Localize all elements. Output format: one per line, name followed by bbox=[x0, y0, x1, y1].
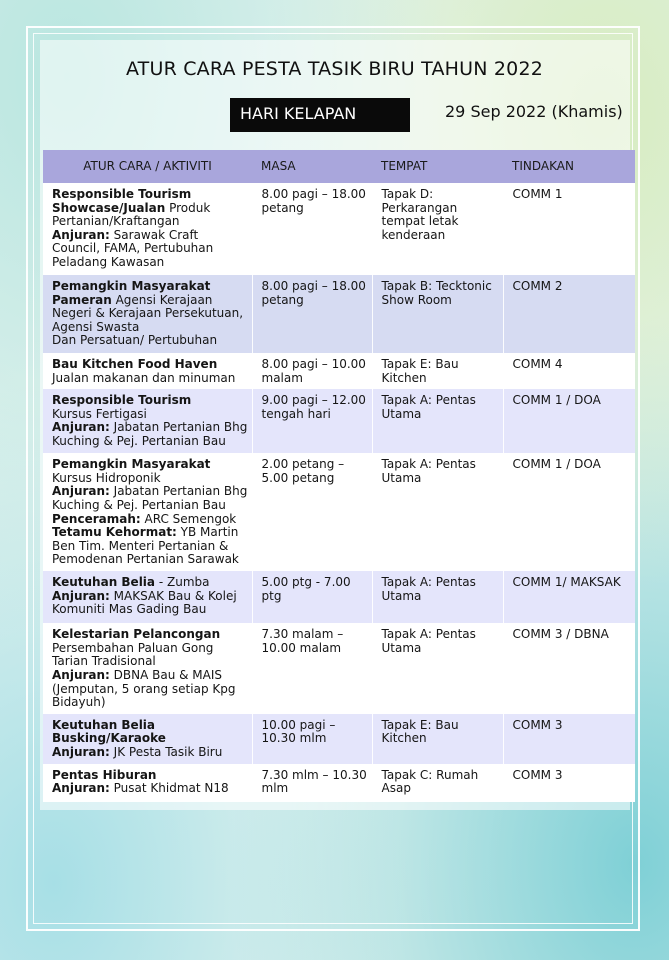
activity-line-bold: Pemangkin Masyarakat bbox=[52, 457, 211, 472]
cell-place: Tapak A: Pentas Utama bbox=[372, 571, 503, 623]
table-row bbox=[43, 571, 635, 623]
activity-line-text: JK Pesta Tasik Biru bbox=[109, 744, 223, 759]
header-time: MASA bbox=[252, 150, 372, 183]
activity-line bbox=[52, 576, 248, 590]
cell-action: COMM 3 bbox=[503, 714, 635, 764]
table-row bbox=[43, 389, 635, 453]
activity-line bbox=[52, 628, 248, 642]
activity-line-text: Jabatan Pertanian Bhg Kuching & Pej. Pertanian Bau bbox=[52, 420, 248, 448]
activity-line-text: Produk Pertanian/Kraftangan bbox=[52, 200, 211, 229]
activity-line-bold: Pameran bbox=[52, 292, 112, 307]
cell-activity bbox=[43, 183, 252, 275]
activity-line bbox=[52, 526, 248, 567]
activity-line bbox=[52, 769, 248, 783]
activity-line-bold: Keutuhan Belia Busking/Karaoke bbox=[52, 717, 166, 746]
table-row bbox=[43, 764, 635, 802]
activity-line-text: Jualan makanan dan minuman bbox=[52, 370, 236, 385]
cell-time: 8.00 pagi – 18.00 petang bbox=[252, 183, 372, 275]
activity-line-text: Dan Persatuan/ Pertubuhan bbox=[52, 333, 218, 348]
activity-line-bold: Responsible Tourism bbox=[52, 393, 192, 408]
cell-action: COMM 2 bbox=[503, 275, 635, 353]
cell-action: COMM 1/ MAKSAK bbox=[503, 571, 635, 623]
cell-activity bbox=[43, 623, 252, 714]
cell-action: COMM 3 / DBNA bbox=[503, 623, 635, 714]
activity-line-bold: Pentas Hiburan bbox=[52, 767, 157, 782]
cell-time: 9.00 pagi – 12.00 tengah hari bbox=[252, 389, 372, 453]
activity-line bbox=[52, 394, 248, 408]
table-row bbox=[43, 714, 635, 764]
activity-line-text: MAKSAK Bau & Kolej Komuniti Mas Gading Bau bbox=[52, 588, 237, 617]
table-row bbox=[43, 183, 635, 275]
activity-line-bold: Anjuran: bbox=[52, 420, 110, 435]
cell-place: Tapak B: Tecktonic Show Room bbox=[372, 275, 503, 353]
activity-line-bold: Anjuran: bbox=[52, 744, 110, 759]
page-title: ATUR CARA PESTA TASIK BIRU TAHUN 2022 bbox=[125, 58, 544, 80]
table-row bbox=[43, 353, 635, 389]
activity-line bbox=[52, 334, 248, 348]
activity-line bbox=[52, 421, 248, 448]
header-activity: ATUR CARA / AKTIVITI bbox=[43, 150, 252, 183]
activity-line bbox=[52, 669, 248, 710]
activity-line bbox=[52, 746, 248, 760]
activity-line bbox=[52, 458, 248, 472]
activity-line-text: ARC Semengok bbox=[140, 511, 237, 526]
activity-line-text: Pusat Khidmat N18 bbox=[109, 781, 229, 796]
schedule-table bbox=[43, 150, 635, 802]
cell-action: COMM 4 bbox=[503, 353, 635, 389]
cell-place: Tapak A: Pentas Utama bbox=[372, 623, 503, 714]
cell-action: COMM 1 bbox=[503, 183, 635, 275]
cell-time: 8.00 pagi – 10.00 malam bbox=[252, 353, 372, 389]
cell-time: 2.00 petang – 5.00 petang bbox=[252, 453, 372, 571]
activity-line bbox=[52, 280, 248, 294]
cell-action: COMM 1 / DOA bbox=[503, 389, 635, 453]
activity-line-bold: Anjuran: bbox=[52, 781, 110, 796]
activity-line bbox=[52, 372, 248, 386]
cell-activity bbox=[43, 353, 252, 389]
activity-line bbox=[52, 358, 248, 372]
cell-time: 7.30 malam – 10.00 malam bbox=[252, 623, 372, 714]
cell-time: 10.00 pagi – 10.30 mlm bbox=[252, 714, 372, 764]
activity-line bbox=[52, 408, 248, 422]
activity-line-text: Jabatan Pertanian Bhg Kuching & Pej. Pertanian Bau bbox=[52, 484, 248, 512]
cell-action: COMM 3 bbox=[503, 764, 635, 802]
activity-line-text: YB Martin Ben Tim. Menteri Pertanian & Pemodenan Pertanian Sarawak bbox=[52, 525, 239, 567]
cell-activity bbox=[43, 453, 252, 571]
cell-time: 5.00 ptg - 7.00 ptg bbox=[252, 571, 372, 623]
activity-line-text: DBNA Bau & MAIS (Jemputan, 5 orang setiap Kpg Bidayuh) bbox=[52, 667, 236, 710]
activity-line bbox=[52, 229, 248, 270]
cell-activity bbox=[43, 275, 252, 353]
activity-line-bold: Anjuran: bbox=[52, 588, 110, 603]
activity-line bbox=[52, 513, 248, 527]
activity-line-bold: Responsible Tourism Showcase/Jualan bbox=[52, 187, 192, 215]
activity-line-text: Sarawak Craft Council, FAMA, Pertubuhan Peladang Kawasan bbox=[52, 227, 214, 269]
table-row bbox=[43, 275, 635, 353]
cell-place: Tapak A: Pentas Utama bbox=[372, 389, 503, 453]
activity-line bbox=[52, 294, 248, 335]
cell-action: COMM 1 / DOA bbox=[503, 453, 635, 571]
activity-line-bold: Tetamu Kehormat: bbox=[52, 525, 177, 540]
header-place: TEMPAT bbox=[372, 150, 503, 183]
activity-line-bold: Bau Kitchen Food Haven bbox=[52, 357, 218, 371]
cell-activity bbox=[43, 389, 252, 453]
activity-line bbox=[52, 590, 248, 617]
activity-line-text: - Zumba bbox=[155, 575, 210, 590]
day-label-box: HARI KELAPAN bbox=[230, 98, 410, 132]
activity-line-bold: Kelestarian Pelancongan bbox=[52, 627, 221, 642]
cell-activity bbox=[43, 764, 252, 802]
activity-line bbox=[52, 485, 248, 512]
table-row bbox=[43, 453, 635, 571]
activity-line bbox=[52, 472, 248, 486]
activity-line-bold: Pemangkin Masyarakat bbox=[52, 279, 211, 293]
activity-line bbox=[52, 782, 248, 796]
activity-line-bold: Keutuhan Belia bbox=[52, 575, 156, 590]
cell-place: Tapak E: Bau Kitchen bbox=[372, 353, 503, 389]
cell-time: 8.00 pagi – 18.00 petang bbox=[252, 275, 372, 353]
activity-line bbox=[52, 188, 248, 229]
event-date: 29 Sep 2022 (Khamis) bbox=[445, 102, 623, 121]
cell-place: Tapak E: Bau Kitchen bbox=[372, 714, 503, 764]
cell-activity bbox=[43, 571, 252, 623]
activity-line-text: Persembahan Paluan Gong Tarian Tradisional bbox=[52, 640, 214, 669]
cell-time: 7.30 mlm – 10.30 mlm bbox=[252, 764, 372, 802]
cell-place: Tapak D: Perkarangan tempat letak kenderaan bbox=[372, 183, 503, 275]
cell-place: Tapak C: Rumah Asap bbox=[372, 764, 503, 802]
activity-line-bold: Anjuran: bbox=[52, 667, 110, 682]
activity-line-text: Kursus Hidroponik bbox=[52, 470, 161, 485]
header-action: TINDAKAN bbox=[503, 150, 635, 183]
cell-activity bbox=[43, 714, 252, 764]
activity-line-bold: Anjuran: bbox=[52, 484, 110, 499]
activity-line-bold: Penceramah: bbox=[52, 511, 141, 526]
activity-line bbox=[52, 642, 248, 669]
table-header-row bbox=[43, 150, 635, 183]
activity-line-text: Kursus Fertigasi bbox=[52, 406, 147, 421]
table-row bbox=[43, 623, 635, 714]
cell-place: Tapak A: Pentas Utama bbox=[372, 453, 503, 571]
activity-line-text: Agensi Kerajaan Negeri & Kerajaan Persekutuan, Agensi Swasta bbox=[52, 292, 244, 334]
activity-line bbox=[52, 719, 248, 746]
activity-line-bold: Anjuran: bbox=[52, 227, 110, 242]
